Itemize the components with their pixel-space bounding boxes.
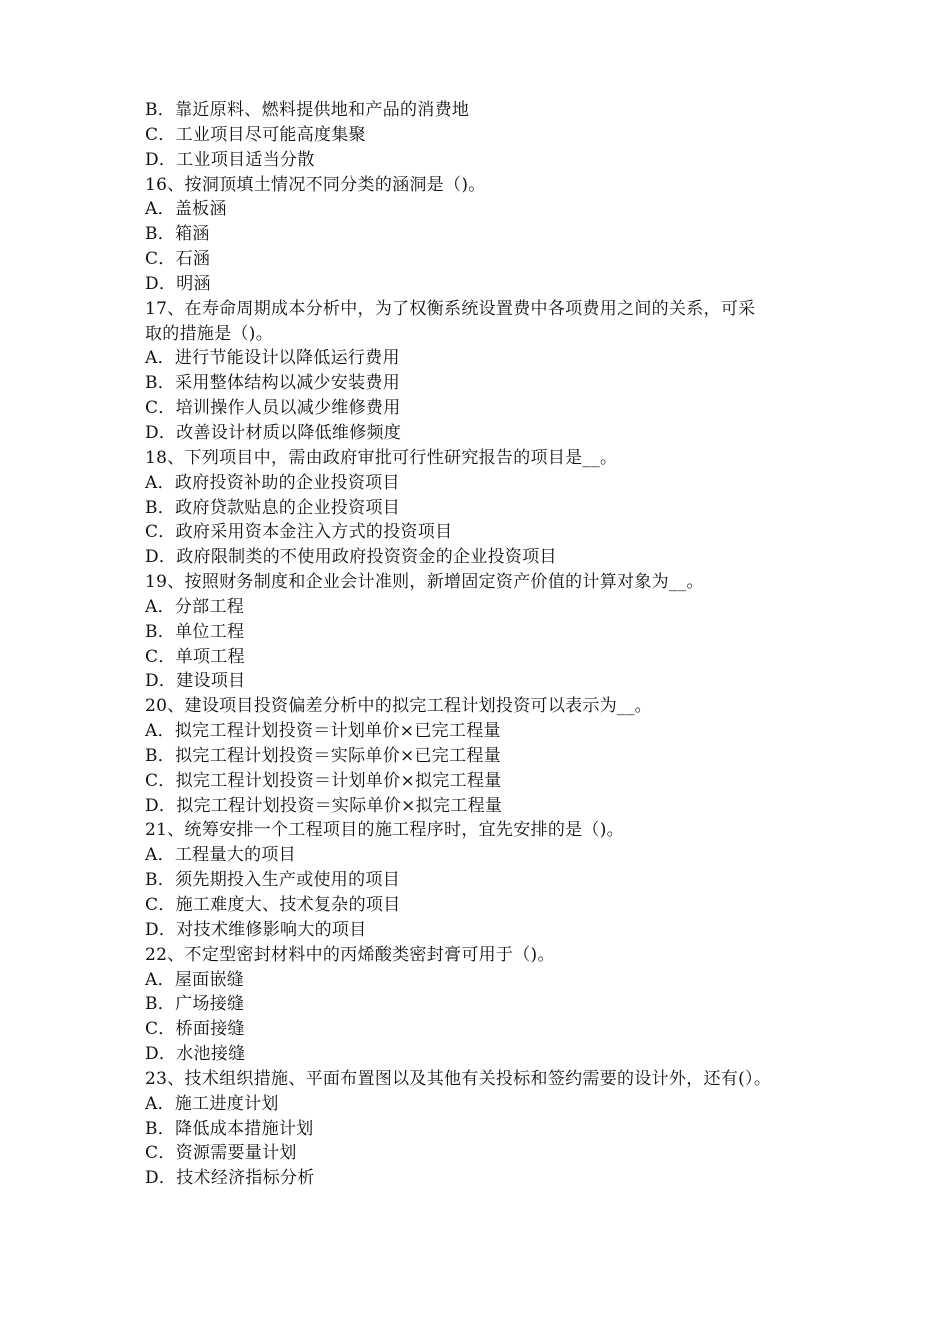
option-line: B．靠近原料、燃料提供地和产品的消费地 — [145, 100, 470, 120]
question-18: 18、下列项目中，需由政府审批可行性研究报告的项目是__。 — [145, 447, 618, 468]
option-line: D．水池接缝 — [145, 1044, 246, 1065]
option-line: A．施工进度计划 — [145, 1093, 279, 1114]
question-17: 17、在寿命周期成本分析中，为了权衡系统设置费中各项费用之间的关系，可采 — [145, 298, 756, 319]
option-line: B．箱涵 — [145, 224, 210, 245]
option-line: B．降低成本措施计划 — [145, 1118, 314, 1139]
question-21: 21、统筹安排一个工程项目的施工程序时，宜先安排的是（)。 — [145, 820, 624, 841]
option-line: A．拟完工程计划投资＝计划单价×已完工程量 — [145, 721, 501, 742]
question-23: 23、技术组织措施、平面布置图以及其他有关投标和签约需要的设计外，还有(）。 — [145, 1068, 772, 1089]
option-line: D．建设项目 — [145, 671, 246, 692]
option-line: A．政府投资补助的企业投资项目 — [145, 472, 400, 493]
option-line: B．广场接缝 — [145, 994, 245, 1015]
option-line: D．对技术维修影响大的项目 — [145, 919, 367, 940]
option-line: D．改善设计材质以降低维修频度 — [145, 422, 402, 443]
question-16: 16、按洞顶填土情况不同分类的涵洞是（)。 — [145, 174, 486, 195]
option-line: A．屋面嵌缝 — [145, 969, 245, 990]
option-line: C．资源需要量计划 — [145, 1143, 297, 1164]
option-line: C．政府采用资本金注入方式的投资项目 — [145, 522, 453, 543]
question-22: 22、不定型密封材料中的丙烯酸类密封膏可用于（)。 — [145, 944, 555, 965]
question-19: 19、按照财务制度和企业会计准则，新增固定资产价值的计算对象为__。 — [145, 572, 704, 593]
option-line: B．单位工程 — [145, 621, 245, 642]
option-line: D．技术经济指标分析 — [145, 1168, 315, 1189]
option-line: C．工业项目尽可能高度集聚 — [145, 124, 366, 145]
option-line: A．工程量大的项目 — [145, 845, 296, 866]
option-line: C．培训操作人员以减少维修费用 — [145, 398, 401, 419]
option-line: B．拟完工程计划投资＝实际单价×已完工程量 — [145, 745, 502, 766]
option-line: D．工业项目适当分散 — [145, 149, 315, 170]
option-line: A．盖板涵 — [145, 199, 227, 220]
option-line: D．拟完工程计划投资＝实际单价×拟完工程量 — [145, 795, 503, 816]
question-20: 20、建设项目投资偏差分析中的拟完工程计划投资可以表示为__。 — [145, 696, 652, 717]
option-line: D．明涵 — [145, 273, 211, 294]
document-page — [145, 98, 815, 1191]
option-line: D．政府限制类的不使用政府投资资金的企业投资项目 — [145, 547, 557, 568]
option-line: C．施工难度大、技术复杂的项目 — [145, 895, 401, 915]
option-line: B．采用整体结构以减少安装费用 — [145, 373, 400, 394]
option-line: B．须先期投入生产或使用的项目 — [145, 870, 400, 891]
option-line: A．分部工程 — [145, 596, 245, 617]
option-line: C．桥面接缝 — [145, 1019, 245, 1040]
option-line: C．单项工程 — [145, 646, 245, 667]
option-line: C．石涵 — [145, 249, 211, 270]
option-line: A．进行节能设计以降低运行费用 — [145, 348, 400, 369]
option-line: C．拟完工程计划投资＝计划单价×拟完工程量 — [145, 770, 502, 791]
question-17-continued: 取的措施是（)。 — [145, 323, 274, 344]
option-line: B．政府贷款贴息的企业投资项目 — [145, 497, 400, 518]
